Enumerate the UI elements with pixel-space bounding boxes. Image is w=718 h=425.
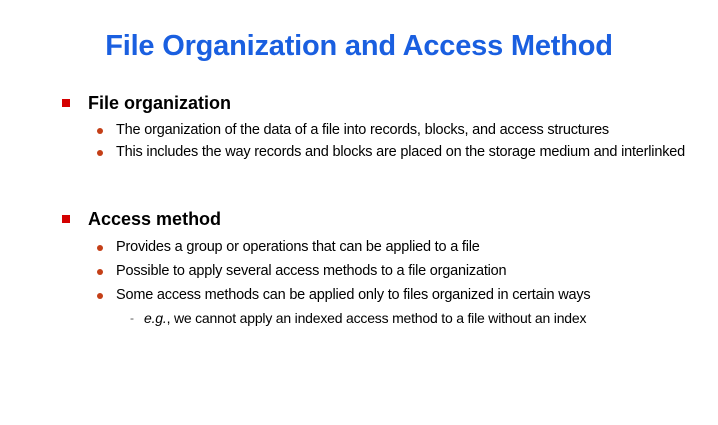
bullet-text: Some access methods can be applied only to files organized in certain ways (116, 287, 591, 303)
sub-bullet-text: , we cannot apply an indexed access method to a file without an index (166, 310, 587, 326)
list-item (62, 262, 692, 281)
section-heading-text: File organization (88, 93, 232, 113)
round-bullet-icon (97, 245, 103, 251)
section-heading (62, 91, 692, 115)
list-item (62, 286, 692, 305)
list-item (62, 121, 692, 140)
round-bullet-icon (97, 128, 103, 134)
bullet-text: The organization of the data of a file into records, blocks, and access structures (116, 122, 609, 138)
bullet-list (62, 238, 692, 305)
sub-bullet-prefix: e.g. (144, 310, 167, 326)
dash-bullet: - (130, 311, 134, 325)
round-bullet-icon (97, 293, 103, 299)
list-item (62, 143, 692, 162)
section-heading (62, 207, 692, 231)
sub-bullet (62, 309, 692, 328)
square-bullet-icon (62, 215, 70, 223)
section-access-method (62, 207, 692, 328)
bullet-text: Possible to apply several access methods to a file organization (116, 263, 507, 279)
round-bullet-icon (97, 269, 103, 275)
section-file-organization (62, 91, 692, 162)
round-bullet-icon (97, 150, 103, 156)
square-bullet-icon (62, 99, 70, 107)
bullet-text: Provides a group or operations that can be applied to a file (116, 239, 480, 255)
section-heading-text: Access method (88, 209, 222, 229)
slide-title: File Organization and Access Method (105, 30, 613, 62)
bullet-text: This includes the way records and blocks are placed on the storage medium and interlinked (116, 144, 685, 160)
list-item (62, 238, 692, 257)
bullet-list (62, 121, 692, 162)
